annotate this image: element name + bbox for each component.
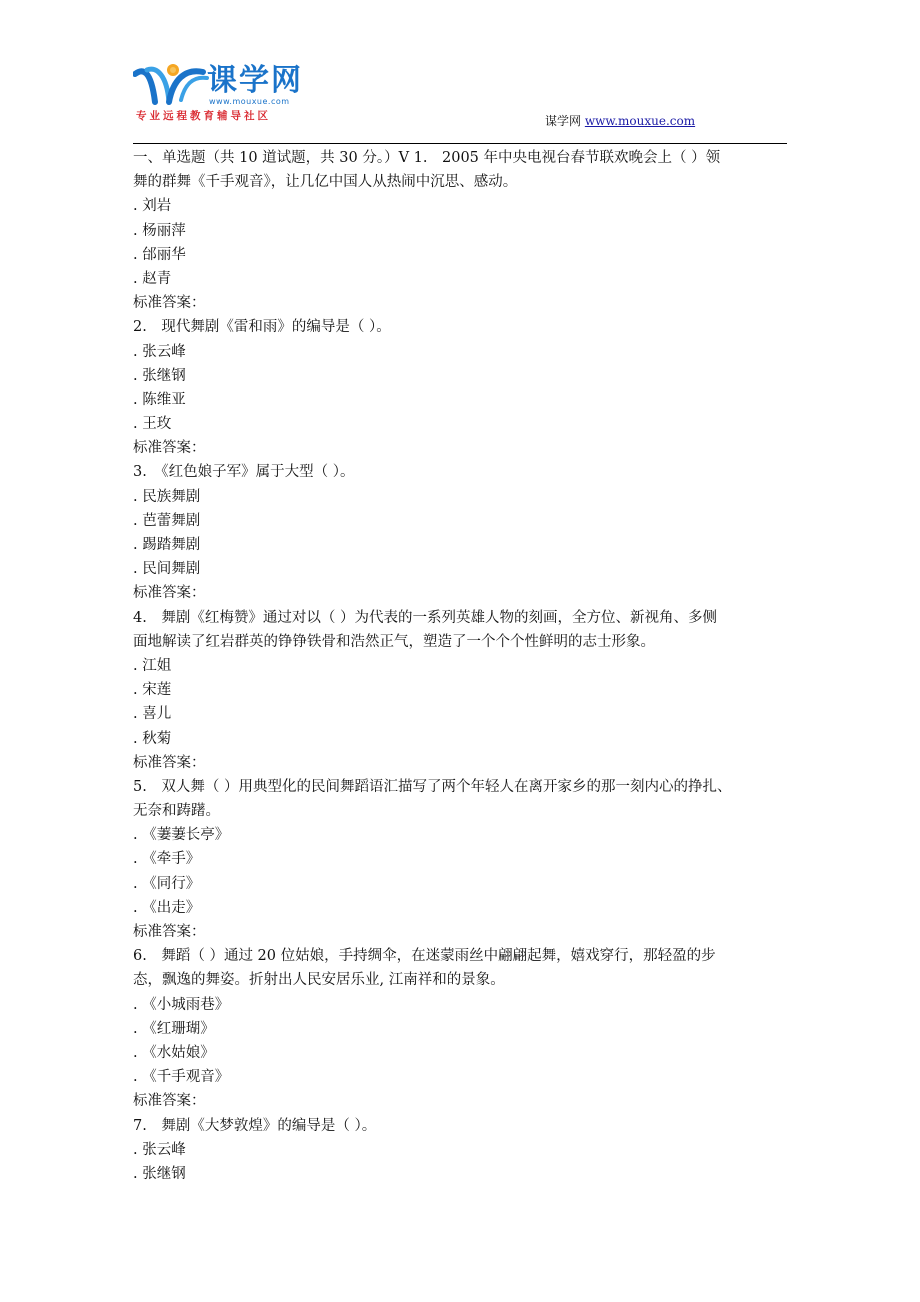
answer-option: . 民族舞剧 xyxy=(133,488,201,505)
question-text: 7. 舞剧《大梦敦煌》的编导是（ ）。 xyxy=(133,1117,377,1134)
answer-option: . 张继钢 xyxy=(133,1165,186,1182)
site-label: 谋学网 xyxy=(545,114,582,128)
answer-option: . 王玫 xyxy=(133,416,172,433)
question-text: 面地解读了红岩群英的铮铮铁骨和浩然正气，塑造了一个个个性鲜明的志士形象。 xyxy=(133,633,655,650)
question-text: 5. 双人舞（ ）用典型化的民间舞蹈语汇描写了两个年轻人在离开家乡的那一刻内心的挣扎、 xyxy=(133,778,732,795)
logo-url: www.mouxue.com xyxy=(209,97,290,106)
logo-text: 课学网 xyxy=(207,63,303,98)
page-header xyxy=(0,0,920,150)
question-text: 6. 舞蹈（ ）通过 20 位姑娘，手持绸伞，在迷蒙雨丝中翩翩起舞，嬉戏穿行，那轻盈的步 xyxy=(133,948,716,965)
answer-option: . 《红珊瑚》 xyxy=(133,1020,215,1037)
site-logo[interactable] xyxy=(133,62,323,126)
answer-option: . 《小城雨巷》 xyxy=(133,996,230,1013)
answer-option: . 张继钢 xyxy=(133,367,186,384)
answer-option: . 江姐 xyxy=(133,657,172,674)
answer-option: . 陈维亚 xyxy=(133,391,186,408)
answer-option: . 《水姑娘》 xyxy=(133,1044,215,1061)
answer-option: . 宋莲 xyxy=(133,682,172,699)
answer-option: . 《同行》 xyxy=(133,875,201,892)
site-link[interactable]: www.mouxue.com xyxy=(584,114,696,128)
answer-option: . 赵青 xyxy=(133,270,172,287)
question-text: 一、单选题（共 10 道试题，共 30 分。）V 1. 2005 年中央电视台春节联欢晚会上（ ）领 xyxy=(133,150,721,166)
answer-option: . 《出走》 xyxy=(133,899,201,916)
question-text: 无奈和踌躇。 xyxy=(133,803,220,820)
answer-option: . 《牵手》 xyxy=(133,851,201,868)
standard-answer-label: 标准答案： xyxy=(133,440,206,457)
answer-option: . 刘岩 xyxy=(133,198,172,215)
question-text: 舞的群舞《千手观音》，让几亿中国人从热闹中沉思、感动。 xyxy=(133,174,518,191)
question-body xyxy=(133,146,798,1186)
answer-option: . 张云峰 xyxy=(133,1141,186,1158)
question-text: 4. 舞剧《红梅赞》通过对以（ ）为代表的一系列英雄人物的刻画，全方位、新视角、多侧 xyxy=(133,609,717,626)
answer-option: . 杨丽萍 xyxy=(133,222,186,239)
standard-answer-label: 标准答案： xyxy=(133,924,206,940)
answer-option: . 秋菊 xyxy=(133,730,172,747)
logo-tagline: 专业远程教育辅导社区 xyxy=(136,110,271,122)
answer-option: . 喜儿 xyxy=(133,706,172,723)
header-divider xyxy=(133,143,787,144)
standard-answer-label: 标准答案： xyxy=(133,295,206,312)
answer-option: . 民间舞剧 xyxy=(133,561,201,578)
answer-option: . 《萋萋长亭》 xyxy=(133,827,230,844)
answer-option: . 张云峰 xyxy=(133,343,186,360)
logo-emblem-icon xyxy=(133,62,211,108)
question-text: 态，飘逸的舞姿。折射出人民安居乐业, 江南祥和的景象。 xyxy=(133,972,505,989)
answer-option: . 芭蕾舞剧 xyxy=(133,512,201,529)
answer-option: . 踢踏舞剧 xyxy=(133,537,201,553)
site-reference xyxy=(545,112,695,129)
question-text: 3. 《红色娘子军》属于大型（ ）。 xyxy=(133,464,355,481)
answer-option: . 《千手观音》 xyxy=(133,1069,230,1086)
question-text: 2. 现代舞剧《雷和雨》的编导是（ ）。 xyxy=(133,319,391,336)
standard-answer-label: 标准答案： xyxy=(133,1093,206,1110)
answer-option: . 邰丽华 xyxy=(133,246,186,263)
standard-answer-label: 标准答案： xyxy=(133,754,206,771)
standard-answer-label: 标准答案： xyxy=(133,585,206,602)
